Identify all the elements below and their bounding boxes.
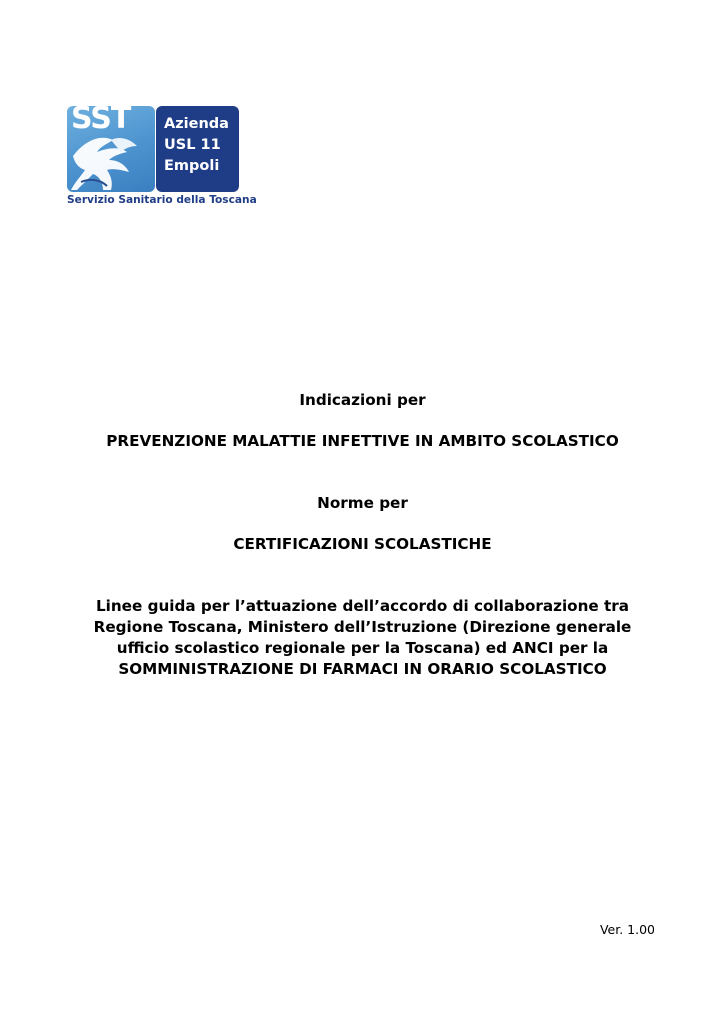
logo-sst-text: SST xyxy=(71,106,131,136)
sst-logo xyxy=(67,106,257,210)
logo-left-panel xyxy=(67,106,155,192)
pegasus-icon xyxy=(67,126,155,192)
guidelines-line: Linee guida per l’attuazione dell’accordo di collaborazione tra xyxy=(95,597,630,615)
logo-org-line: Empoli xyxy=(164,158,220,174)
logo-right-panel xyxy=(156,106,239,192)
guidelines-line: ufficio scolastico regionale per la Toscana) ed ANCI per la xyxy=(116,639,609,657)
logo-caption: Servizio Sanitario della Toscana xyxy=(67,194,257,206)
guidelines-line: SOMMINISTRAZIONE DI FARMACI IN ORARIO SCOLASTICO xyxy=(118,660,607,678)
logo-org-line: Azienda xyxy=(164,116,229,132)
version-label: Ver. 1.00 xyxy=(599,922,655,937)
title-prevenzione: PREVENZIONE MALATTIE INFETTIVE IN AMBITO SCOLASTICO xyxy=(106,432,619,450)
logo-org-name xyxy=(164,114,229,177)
logo-org-line: USL 11 xyxy=(164,137,221,153)
heading-indicazioni: Indicazioni per xyxy=(299,391,426,409)
heading-norme: Norme per xyxy=(317,494,408,512)
guidelines-line: Regione Toscana, Ministero dell’Istruzione (Direzione generale xyxy=(93,618,632,636)
title-certificazioni: CERTIFICAZIONI SCOLASTICHE xyxy=(233,535,492,553)
